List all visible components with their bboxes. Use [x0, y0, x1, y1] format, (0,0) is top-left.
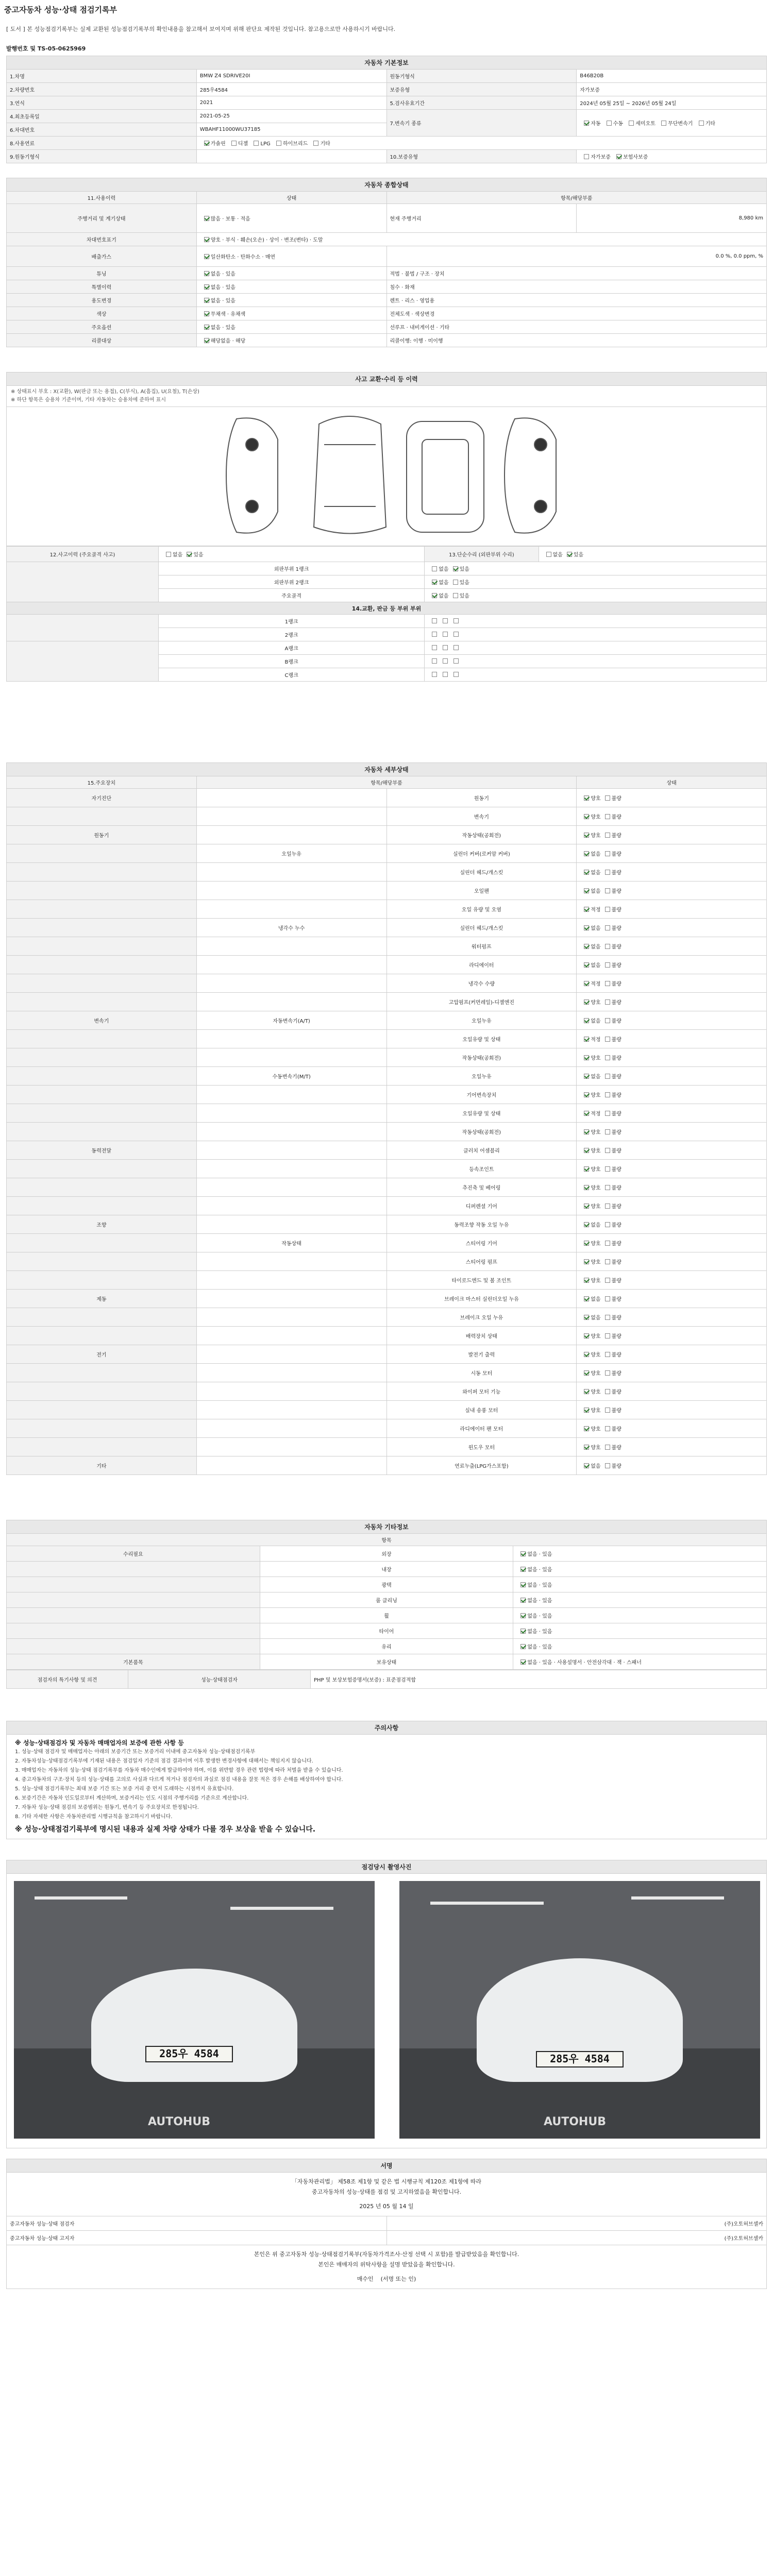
brand-text: AUTOHUB	[148, 2115, 210, 2128]
table-row: 주요옵션 없음 · 있음 선루프 · 내비게이션 · 기타	[7, 320, 767, 334]
checkbox[interactable]	[605, 1129, 610, 1134]
table-row: 동력전달 클러치 어셈블리 양호 불량	[7, 1141, 767, 1160]
checkbox[interactable]	[231, 141, 237, 146]
label: 3.연식	[7, 96, 197, 110]
table-row: 워터펌프 없음 불량	[7, 937, 767, 956]
checkbox[interactable]	[605, 888, 610, 893]
legend-line: ※ 하단 항목은 승용차 기준이며, 기타 자동차는 승용차에 준하여 표시	[11, 397, 166, 403]
checkbox[interactable]	[584, 795, 589, 801]
checkbox[interactable]	[605, 1241, 610, 1246]
checkbox[interactable]	[584, 1352, 589, 1357]
other-info-section: 자동차 기타정보 항목 수리필요 외장 없음 · 있음 내장 없음 · 있음 광택 없음 · 있음 룸 클리닝 없음 · 있음 휠 없음 · 있음 타이어 없음 · 있음 유리 없음 · 있음 기본품목 보유상태 없음 · 있음 · 사용설명서 · 안전삼각대 · 잭 · 스패너 점검자의 특기사항 및 의견 성능·상태점검자 PHP 및 보상보험증명서(보증) : 표준점검적합	[6, 1520, 767, 1689]
car-outline-image	[10, 409, 762, 543]
table-row: 내장 없음 · 있음	[7, 1562, 767, 1577]
label: 5.검사유효기간	[386, 96, 577, 110]
checkbox[interactable]	[605, 1111, 610, 1116]
label: 6.차대번호	[7, 123, 197, 137]
checkbox[interactable]	[605, 1166, 610, 1172]
cautions-section: 주의사항 ※ 성능·상태점검자 및 자동차 매매업자의 보증에 관한 사항 등 1. 성능·상태 점검자 및 매매업자는 아래의 보증기간 또는 보증거리 이내에 중고자동차 성능·상태점검기록부 2. 자동차성능·상태점검기록부에 기재된 내용은 점검일자 기준의 점검 결과이며 이후 발생한 변경사항에 대해서는 책임지지 않습니다. 3. 매매업자는 자동차의 성능·상태 점검기록부를 자동차 매수인에게 발급하여야 하며, 이를 위반할 경우 관련 법령에 따라 처벌을 받을 수 있습니다. 4. 중고자동차의 구조·장치 등의 성능·상태를 고의로 사실과 다르게 적거나 점검자의 과실로 점검 내용을 잘못 적은 경우 손해를 배상하여야 합니다. 5. 성능·상태 점검기록부는 최대 보증 기간 또는 보증 거리 중 먼저 도래하는 시점까지 유효합니다. 6. 보증기간은 자동차 인도일로부터 계산하며, 보증거리는 인도 시점의 주행거리를 기준으로 계산합니다. 7. 자동차 성능·상태 점검의 보증범위는 원동기, 변속기 등 주요장치로 한정됩니다. 8. 기타 자세한 사항은 자동차관리법 시행규칙을 참고하시기 바랍니다. ※ 성능·상태점검기록부에 명시된 내용과 실제 차량 상태가 다를 경우 보상을 받을 수 있습니다.	[6, 1721, 767, 1839]
section-title: 서명	[7, 2159, 767, 2173]
table-row: 용도변경 없음 · 있음 렌트 · 리스 · 영업용	[7, 294, 767, 307]
checkbox[interactable]	[520, 1659, 526, 1665]
label: 보증유형	[386, 83, 577, 96]
label: 9.원동기형식	[7, 150, 197, 163]
checkbox[interactable]	[605, 1185, 610, 1190]
table-row: 타이로드엔드 및 볼 조인트 양호 불량	[7, 1271, 767, 1290]
checkbox[interactable]	[584, 1148, 589, 1153]
checkbox[interactable]	[584, 1463, 589, 1468]
table-row: 조향 동력조향 작동 오일 누유 없음 불량	[7, 1215, 767, 1234]
checkbox[interactable]	[584, 1278, 589, 1283]
checkbox[interactable]	[605, 1445, 610, 1450]
checkbox[interactable]	[254, 141, 259, 146]
checkbox[interactable]	[584, 814, 589, 819]
checkbox[interactable]	[605, 1426, 610, 1431]
table-row: 디퍼렌셜 기어 양호 불량	[7, 1197, 767, 1215]
checkbox[interactable]	[605, 944, 610, 949]
checkbox[interactable]	[520, 1582, 526, 1587]
label: 10.보증유형	[386, 150, 577, 163]
table-row: 등속조인트 양호 불량	[7, 1160, 767, 1178]
table-row: 윈도우 모터 양호 불량	[7, 1438, 767, 1456]
value: B46B20B	[577, 70, 767, 83]
table-row: 추진축 및 베어링 양호 불량	[7, 1178, 767, 1197]
value: BMW Z4 SDRIVE20I	[196, 70, 386, 83]
table-row: 색상 무채색 · 유채색 전체도색 · 색상변경	[7, 307, 767, 320]
checkbox[interactable]	[584, 1074, 589, 1079]
table-row: 와이퍼 모터 기능 양호 불량	[7, 1382, 767, 1401]
table-row: 리콜대상 해당없음 · 해당 리콜이행: 이행 · 미이행	[7, 334, 767, 347]
summary-section	[6, 178, 767, 347]
checkbox[interactable]	[584, 925, 589, 930]
rear-photo	[399, 1881, 760, 2139]
column-header: 항목/해당부품	[386, 192, 767, 204]
checkbox[interactable]	[605, 870, 610, 875]
brand-text: AUTOHUB	[544, 2115, 606, 2128]
value: 285우4584	[196, 83, 386, 96]
table-row: 유리 없음 · 있음	[7, 1639, 767, 1654]
table-row: 수리필요 외장 없음 · 있음	[7, 1546, 767, 1562]
table-row: 라디에이터 없음 불량	[7, 956, 767, 974]
table-row: 브레이크 오일 누유 없음 불량	[7, 1308, 767, 1327]
checkbox[interactable]	[584, 962, 589, 968]
table-row: 오일유량 및 상태 적정 불량	[7, 1030, 767, 1048]
checkbox[interactable]	[520, 1567, 526, 1572]
label: 원동기형식	[386, 70, 577, 83]
checkbox[interactable]	[605, 1074, 610, 1079]
column-header: 상태	[196, 192, 386, 204]
checkbox[interactable]	[584, 1222, 589, 1227]
table-row: 오일유량 및 상태 적정 불량	[7, 1104, 767, 1123]
checkbox[interactable]	[584, 907, 589, 912]
checkbox[interactable]	[616, 154, 621, 159]
checkbox[interactable]	[605, 795, 610, 801]
checkbox[interactable]	[520, 1613, 526, 1618]
checkbox[interactable]	[584, 1129, 589, 1134]
checkbox[interactable]	[605, 851, 610, 856]
doc-no-value: TS-05-0625969	[37, 45, 86, 52]
checkbox[interactable]	[584, 1315, 589, 1320]
table-row: 주행거리 및 계기상태 많음 · 보통 · 적음 현재 주행거리 8,980 km	[7, 204, 767, 233]
checkbox[interactable]	[584, 851, 589, 856]
checkbox[interactable]	[584, 1166, 589, 1172]
checkbox[interactable]	[584, 981, 589, 986]
section-title: 자동차 기본정보	[7, 56, 767, 70]
checkbox[interactable]	[605, 1018, 610, 1023]
value	[196, 150, 386, 163]
table-row: 변속기 자동변속기(A/T) 오일누유 없음 불량	[7, 1011, 767, 1030]
label: 2.차량번호	[7, 83, 197, 96]
checkbox[interactable]	[605, 1259, 610, 1264]
checkbox[interactable]	[584, 1055, 589, 1060]
table-row: 수동변속기(M/T) 오일누유 없음 불량	[7, 1067, 767, 1086]
table-row: 실내 송풍 모터 양호 불량	[7, 1401, 767, 1419]
checkbox[interactable]	[605, 1296, 610, 1301]
table-row: 기타 연료누출(LPG가스포함) 없음 불량	[7, 1456, 767, 1475]
section-title: 사고 교환·수리 등 이력	[7, 372, 767, 386]
label: 8.사용연료	[7, 137, 197, 150]
table-row: 차대번호표기 양호 · 부식 · 훼손(오손) · 상이 · 변조(변타) · 도말	[7, 233, 767, 246]
front-plate: 285우 4584	[145, 2046, 233, 2062]
table-row: 작동상태 스티어링 기어 양호 불량	[7, 1234, 767, 1252]
checkbox[interactable]	[584, 870, 589, 875]
table-row: 시동 모터 양호 불량	[7, 1364, 767, 1382]
checkbox[interactable]	[605, 1370, 610, 1376]
doc-no-label: 발행번호 및	[6, 45, 36, 52]
photos-section	[6, 1860, 767, 2148]
checkbox[interactable]	[204, 141, 209, 146]
checkbox[interactable]	[520, 1551, 526, 1556]
label: 4.최초등록일	[7, 110, 197, 123]
table-row: 전기 발전기 출력 양호 불량	[7, 1345, 767, 1364]
checkbox[interactable]	[584, 1389, 589, 1394]
checkbox[interactable]	[605, 1408, 610, 1413]
table-row: 타이어 없음 · 있음	[7, 1623, 767, 1639]
basic-info-section	[6, 56, 767, 163]
checkbox[interactable]	[313, 141, 318, 146]
checkbox[interactable]	[584, 944, 589, 949]
table-row: 라디에이터 팬 모터 양호 불량	[7, 1419, 767, 1438]
fuel-options: 가솔린 디젤 LPG 하이브리드 기타	[196, 137, 766, 150]
table-row: 냉각수 누수 실린더 헤드/개스킷 없음 불량	[7, 919, 767, 937]
section-title: 자동차 세부상태	[7, 763, 767, 776]
checkbox[interactable]	[605, 1204, 610, 1209]
checkbox[interactable]	[699, 121, 704, 126]
table-row: 오일누유 실린더 커버(로커암 커버) 없음 불량	[7, 844, 767, 863]
checkbox[interactable]	[584, 999, 589, 1005]
checkbox[interactable]	[605, 814, 610, 819]
checkbox[interactable]	[584, 121, 589, 126]
table-row: 룸 클리닝 없음 · 있음	[7, 1592, 767, 1608]
table-row: 특별이력 없음 · 있음 침수 · 화재	[7, 280, 767, 294]
checkbox[interactable]	[605, 833, 610, 838]
checkbox[interactable]	[605, 925, 610, 930]
table-row: 작동상태(공회전) 양호 불량	[7, 1048, 767, 1067]
table-row: 오일 유량 및 오염 적정 불량	[7, 900, 767, 919]
checkbox[interactable]	[605, 1278, 610, 1283]
label: 1.차명	[7, 70, 197, 83]
checkbox[interactable]	[584, 1241, 589, 1246]
checkbox[interactable]	[605, 907, 610, 912]
table-row: 오일팬 없음 불량	[7, 882, 767, 900]
section-title: 자동차 기타정보	[7, 1520, 767, 1534]
document-number	[6, 44, 86, 53]
checkbox[interactable]	[605, 981, 610, 986]
checkbox[interactable]	[584, 1018, 589, 1023]
detail-section: 자동차 세부상태 15.주요장치 항목/해당부품 상태 자기진단 원동기 양호 불량 변속기 양호 불량 원동기 작동상태(공회전) 양호 불량 오일누유 실린더 커버(로커암 커버) 없음 불량 실린더 헤드/개스킷 없음 불량 오일팬 없음 불량 오일 유량 및 오염 적정 불량 냉각수 누수 실린더 헤드/개스킷 없음 불량 워터펌프 없음 불량 라디에이터 없음 불량 냉각수 수량 적정 불량 고압펌프(커먼레일)-디젤엔진 양호 불량 변속기 자동변속기(A/T) 오일누유 없음 불량 오일유량 및 상태 적정 불량 작동상태(공회전) 양호 불량 수동변속기(M/T) 오일누유 없음 불량 기어변속장치 양호 불량 오일유량 및 상태 적정 불량 작동상태(공회전) 양호 불량 동력전달 클러치 어셈블리 양호 불량 등속조인트 양호 불량 추진축 및 베어링 양호 불량 디퍼렌셜 기어 양호 불량 조향 동력조향 작동 오일 누유 없음 불량 작동상태 스티어링 기어 양호 불량 스티어링 펌프 양호 불량 타이로드엔드 및 볼 조인트 양호 불량 제동 브레이크 마스터 실린더오일 누유 없음 불량 브레이크 오일 누유 없음 불량 배력장치 상태 양호 불량 전기 발전기 출력 양호 불량 시동 모터 양호 불량 와이퍼 모터 기능 양호 불량 실내 송풍 모터 양호 불량 라디에이터 팬 모터 양호 불량 윈도우 모터 양호 불량 기타 연료누출(LPG가스포함) 없음 불량	[6, 762, 767, 1475]
checkbox[interactable]	[607, 121, 612, 126]
checkbox[interactable]	[584, 1092, 589, 1097]
checkbox[interactable]	[605, 1148, 610, 1153]
warranty-options: 자가보증 보험사보증	[577, 150, 767, 163]
checkbox[interactable]	[520, 1644, 526, 1649]
table-row: 원동기 작동상태(공회전) 양호 불량	[7, 826, 767, 844]
notice-text: [ 도서 ] 본 성능점검기록부는 실제 교환된 성능점검기록부의 확인내용을 참고해서 보여지며 위해 판단요 제작된 것입니다. 참고용으로만 사용하시기 바랍니다.	[6, 26, 396, 32]
checkbox[interactable]	[629, 121, 634, 126]
checkbox[interactable]	[605, 1315, 610, 1320]
checkbox[interactable]	[605, 1222, 610, 1227]
table-row: 작동상태(공회전) 양호 불량	[7, 1123, 767, 1141]
checkbox[interactable]	[605, 1055, 610, 1060]
checkbox[interactable]	[584, 1204, 589, 1209]
checkbox[interactable]	[584, 1426, 589, 1431]
rear-plate: 285우 4584	[536, 2051, 624, 2067]
checkbox[interactable]	[520, 1598, 526, 1603]
checkbox[interactable]	[584, 1296, 589, 1301]
legend-line: ※ 상태표시 부호 : X(교환), W(판금 또는 용접), C(부식), A(흠집), U(요철), T(손상)	[11, 389, 199, 395]
checkbox[interactable]	[584, 1037, 589, 1042]
section-title: 점검당시 촬영사진	[7, 1860, 766, 1874]
front-photo	[14, 1881, 375, 2139]
value: 2021	[196, 96, 386, 110]
checkbox[interactable]	[584, 1111, 589, 1116]
table-row: 냉각수 수량 적정 불량	[7, 974, 767, 993]
table-row: 자기진단 원동기 양호 불량	[7, 789, 767, 807]
car-diagram	[7, 407, 767, 546]
table-row: 기어변속장치 양호 불량	[7, 1086, 767, 1104]
section-title: 주의사항	[7, 1721, 767, 1735]
table-row: 튜닝 없음 · 있음 적법 · 불법 / 구조 · 장치	[7, 267, 767, 280]
table-row: 기본품목 보유상태 없음 · 있음 · 사용설명서 · 안전삼각대 · 잭 · 스패너	[7, 1654, 767, 1670]
checkbox[interactable]	[584, 1333, 589, 1338]
checkbox[interactable]	[605, 1092, 610, 1097]
table-row: 배출가스 일산화탄소 · 탄화수소 · 매연 0.0 %, 0.0 ppm, %	[7, 246, 767, 267]
checkbox[interactable]	[584, 1408, 589, 1413]
column-header: 11.사용이력	[7, 192, 197, 204]
signature-section: 서명 「자동차관리법」 제58조 제1항 및 같은 법 시행규칙 제120조 제1항에 따라 중고자동차의 성능·상태를 점검 및 고지하였음을 확인합니다. 2025 년 05 월 14 일 중고자동차 성능·상태 점검자 (주)오토허브셀카 중고자동차 성능·상태 고지자 (주)오토허브셀카 본인은 위 중고자동차 성능·상태점검기록부(자동차가격조사·산정 선택 시 포함)를 발급받았음을 확인합니다. 본인은 매매자의 위탁사항을 설명 받았음을 확인합니다. 매수인 (서명 또는 인)	[6, 2159, 767, 2289]
value: WBAHF11000WU37185	[196, 123, 386, 137]
checkbox[interactable]	[605, 1333, 610, 1338]
checkbox[interactable]	[584, 1370, 589, 1376]
accident-section: 사고 교환·수리 등 이력 ※ 상태표시 부호 : X(교환), W(판금 또는 용접), C(부식), A(흠집), U(요철), T(손상) ※ 하단 항목은 승용차 기준이며, 기타 자동차는 승용차에 준하여 표시 12.사고이력 (주요골격 사고) 없음 있음 13.단순수리 (외판부위 수리) 없음 있음 외판부위 1랭크 없음 있음 외판부위 2랭크 없음 있음 주요골격 없음 있음 14.교환, 판금 등 부위 부위 1랭크 2랭크 A랭크 B랭크 C랭크	[6, 372, 767, 682]
value: 2024년 05월 25일 ~ 2026년 05월 24일	[577, 96, 767, 110]
checkbox[interactable]	[605, 1037, 610, 1042]
table-row: 제동 브레이크 마스터 실린더오일 누유 없음 불량	[7, 1290, 767, 1308]
checkbox[interactable]	[605, 962, 610, 968]
label: 7.변속기 종류	[386, 110, 577, 137]
table-row: 실린더 헤드/개스킷 없음 불량	[7, 863, 767, 882]
checkbox[interactable]	[605, 1352, 610, 1357]
transmission-options: 자동 수동 세미오토 무단변속기 기타	[577, 110, 767, 137]
checkbox[interactable]	[605, 999, 610, 1005]
table-row: 광택 없음 · 있음	[7, 1577, 767, 1592]
table-row: 스티어링 펌프 양호 불량	[7, 1252, 767, 1271]
value: 2021-05-25	[196, 110, 386, 123]
checkbox[interactable]	[276, 141, 281, 146]
table-row: 휠 없음 · 있음	[7, 1608, 767, 1623]
checkbox[interactable]	[584, 888, 589, 893]
table-row: 배력장치 상태 양호 불량	[7, 1327, 767, 1345]
checkbox[interactable]	[584, 833, 589, 838]
checkbox[interactable]	[605, 1389, 610, 1394]
checkbox[interactable]	[605, 1463, 610, 1468]
checkbox[interactable]	[584, 1259, 589, 1264]
checkbox[interactable]	[584, 1445, 589, 1450]
table-row: 변속기 양호 불량	[7, 807, 767, 826]
table-row: 고압펌프(커먼레일)-디젤엔진 양호 불량	[7, 993, 767, 1011]
checkbox[interactable]	[520, 1629, 526, 1634]
checkbox[interactable]	[584, 154, 589, 159]
page-title: 중고자동차 성능·상태 점검기록부	[4, 5, 117, 14]
checkbox[interactable]	[661, 121, 666, 126]
section-title: 자동차 종합상태	[7, 178, 767, 192]
value: 자가보증	[577, 83, 767, 96]
checkbox[interactable]	[584, 1185, 589, 1190]
